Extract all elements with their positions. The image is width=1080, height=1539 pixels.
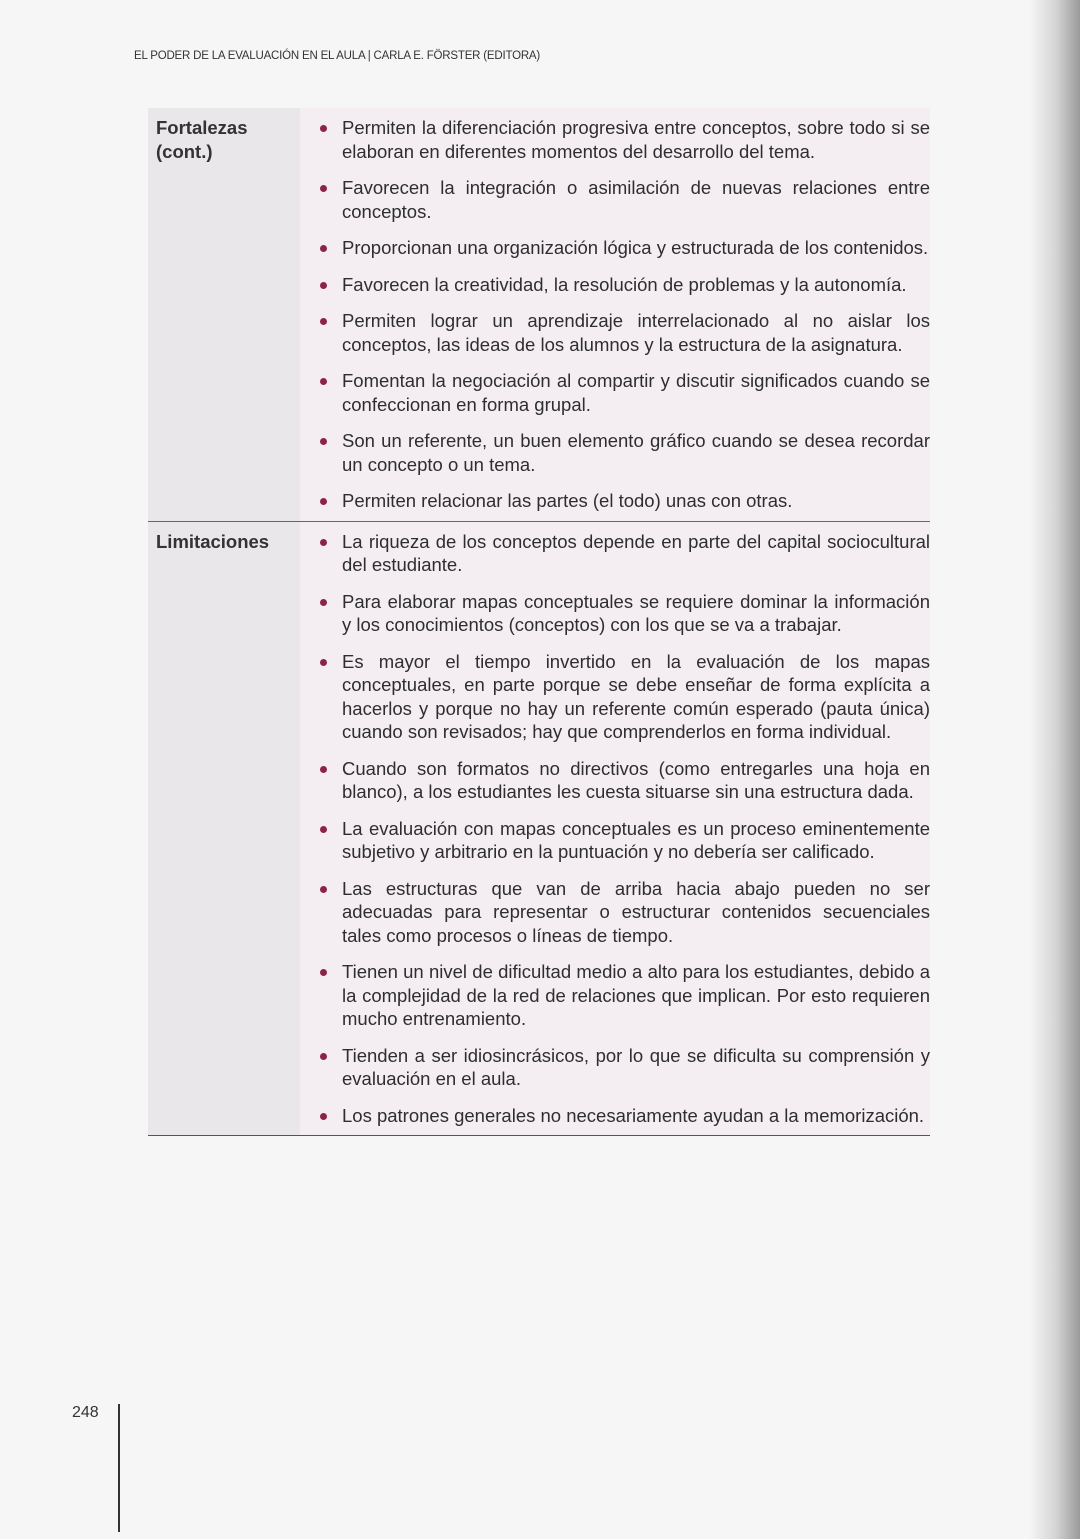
list-item-text: Permiten lograr un aprendizaje interrelacionado al no aislar los conceptos, las ideas de los alumnos y la estructura de la asignatura. [342, 310, 930, 355]
bullet-icon [320, 886, 327, 893]
running-head: EL PODER DE LA EVALUACIÓN EN EL AULA | CARLA E. FÖRSTER (EDITORA) [134, 50, 541, 62]
list-item [314, 369, 930, 416]
list-item-text: Permiten relacionar las partes (el todo) unas con otras. [342, 490, 793, 511]
row-label: Fortalezas (cont.) [148, 108, 300, 521]
bullet-icon [320, 438, 327, 445]
bullet-icon [320, 539, 327, 546]
bullet-icon [320, 826, 327, 833]
list-item-text: Favorecen la creatividad, la resolución de problemas y la autonomía. [342, 273, 907, 295]
list-item [314, 236, 930, 260]
row-label: Limitaciones [148, 522, 300, 1136]
bullet-icon [320, 766, 327, 773]
bullet-icon [320, 282, 327, 289]
list-item [314, 116, 930, 163]
list-item [314, 176, 930, 223]
list-item [314, 877, 930, 948]
bullet-icon [320, 125, 327, 132]
list-item-text: Fomentan la negociación al compartir y discutir significados cuando se confeccionan en forma grupal. [342, 370, 930, 415]
list-item [314, 650, 930, 744]
page-edge-shadow [1030, 0, 1080, 1539]
strengths-limitations-table [148, 108, 930, 1136]
list-item-text: Son un referente, un buen elemento gráfico cuando se desea recordar un concepto o un tema. [342, 430, 930, 475]
list-item-text: Permiten la diferenciación progresiva entre conceptos, sobre todo si se elaboran en diferentes momentos del desarrollo del tema. [342, 117, 930, 162]
list-item [314, 757, 930, 804]
list-item [314, 429, 930, 476]
bullet-icon [320, 498, 327, 505]
bullet-icon [320, 659, 327, 666]
list-item [314, 590, 930, 637]
list-item [314, 489, 930, 513]
bullet-icon [320, 185, 327, 192]
table-row-limitaciones [148, 522, 930, 1137]
margin-rule [118, 1404, 120, 1532]
list-item-text: Es mayor el tiempo invertido en la evaluación de los mapas conceptuales, en parte porque se debe enseñar de forma explícita a hacerlos y porque no hay un referente común esperado (pauta única) cuando son revisados; hay que comprenderlos en forma individual. [342, 650, 930, 742]
bullet-list [314, 116, 930, 513]
bullet-icon [320, 378, 327, 385]
bullet-list [314, 530, 930, 1128]
bullet-icon [320, 1113, 327, 1120]
list-item [314, 309, 930, 356]
list-item-text: Cuando son formatos no directivos (como entregarles una hoja en blanco), a los estudiantes les cuesta situarse sin una estructura dada. [342, 757, 930, 802]
list-item [314, 1104, 930, 1128]
list-item [314, 273, 930, 297]
row-content [300, 522, 930, 1136]
list-item [314, 817, 930, 864]
list-item-text: Los patrones generales no necesariamente ayudan a la memorización. [342, 1104, 925, 1126]
table-row-fortalezas [148, 108, 930, 522]
list-item [314, 960, 930, 1031]
list-item-text: Favorecen la integración o asimilación de nuevas relaciones entre conceptos. [342, 177, 930, 222]
bullet-icon [320, 1053, 327, 1060]
list-item-text: Tienen un nivel de dificultad medio a alto para los estudiantes, debido a la complejidad de la red de relaciones que implican. Por esto requieren mucho entrenamiento. [342, 961, 930, 1029]
page-number: 248 [72, 1404, 99, 1421]
list-item-text: Tienden a ser idiosincrásicos, por lo que se dificulta su comprensión y evaluación en el aula. [342, 1044, 930, 1089]
list-item-text: Proporcionan una organización lógica y estructurada de los contenidos. [342, 237, 929, 258]
bullet-icon [320, 969, 327, 976]
list-item [314, 1044, 930, 1091]
list-item-text: La evaluación con mapas conceptuales es un proceso eminentemente subjetivo y arbitrario en la puntuación y no debería ser calificado. [342, 817, 930, 862]
bullet-icon [320, 245, 327, 252]
list-item-text: Las estructuras que van de arriba hacia abajo pueden no ser adecuadas para representar o estructurar contenidos secuenciales tales como procesos o líneas de tiempo. [342, 877, 930, 946]
list-item-text: La riqueza de los conceptos depende en parte del capital sociocultural del estudiante. [342, 530, 930, 575]
list-item [314, 530, 930, 577]
list-item-text: Para elaborar mapas conceptuales se requiere dominar la información y los conocimientos (conceptos) con los que se va a trabajar. [342, 590, 930, 635]
row-content [300, 108, 930, 521]
bullet-icon [320, 318, 327, 325]
bullet-icon [320, 599, 327, 606]
